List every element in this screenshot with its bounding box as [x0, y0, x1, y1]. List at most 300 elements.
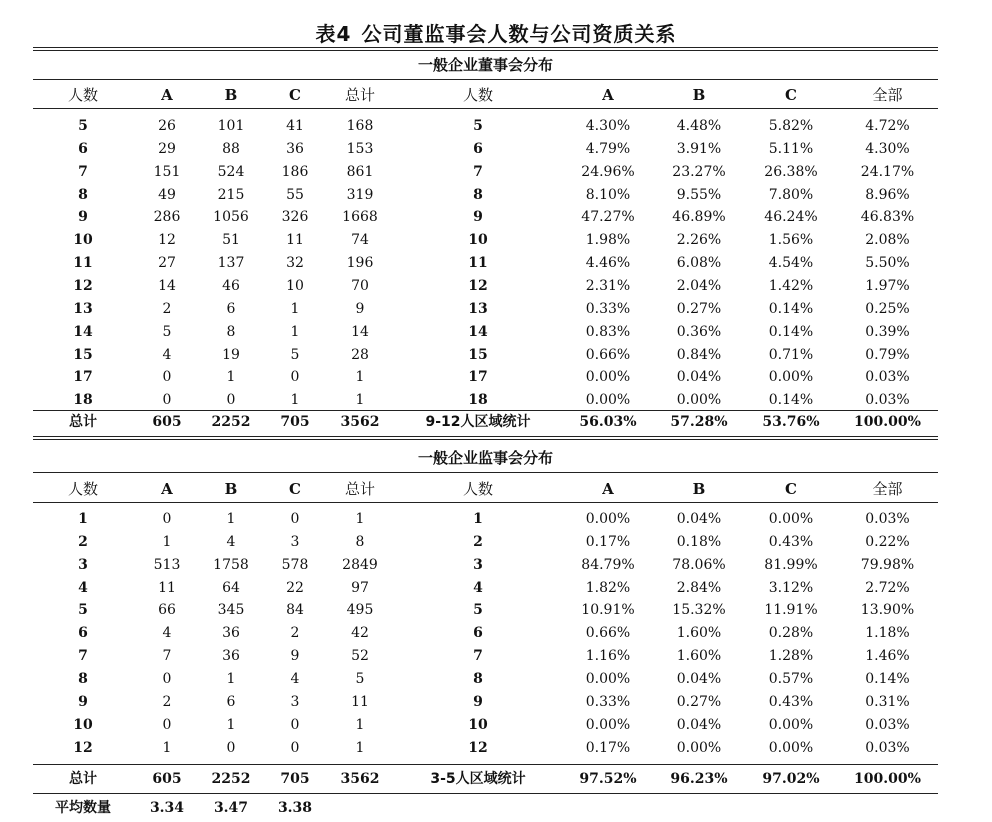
table-cell: 0 — [162, 392, 172, 409]
table-cell: 8 — [355, 533, 365, 550]
table-cell: 0.31% — [865, 693, 910, 710]
column-header: A — [602, 86, 614, 104]
column-header: B — [224, 86, 238, 104]
table-cell: 19 — [222, 346, 240, 363]
average-label: 平均数量 — [55, 800, 111, 816]
table-cell: 1 — [226, 511, 236, 527]
table-cell: 1 — [162, 739, 172, 756]
table-cell: 14 — [468, 323, 488, 340]
table-cell: 24.17% — [860, 163, 915, 180]
table-cell: 0 — [290, 716, 300, 733]
table-cell: 29 — [158, 140, 176, 157]
table-cell: 8 — [473, 186, 483, 203]
table-cell: 3 — [290, 533, 300, 550]
table-cell: 861 — [346, 163, 374, 180]
table-cell: 0.25% — [865, 300, 910, 317]
table-cell: 10.91% — [581, 602, 635, 619]
table-cell: 4.46% — [585, 255, 631, 272]
supervisory-total-rule — [33, 764, 938, 765]
bottom-rule — [33, 793, 938, 794]
table-cell: 0.03% — [865, 369, 910, 386]
table-cell: 100.00% — [854, 414, 921, 430]
table-cell: 12 — [158, 232, 176, 249]
table-row — [33, 138, 938, 160]
table-cell: 1.16% — [585, 648, 631, 665]
table-cell: 70 — [351, 277, 369, 294]
table-cell: 96.23% — [670, 771, 728, 787]
table-cell: 14 — [158, 277, 176, 294]
table-cell: 1.28% — [768, 648, 814, 665]
table-row — [33, 366, 938, 388]
table-cell: 11.91% — [764, 602, 818, 619]
table-cell: 5 — [290, 346, 300, 363]
table-cell: 3.91% — [676, 140, 722, 157]
table-row — [33, 714, 938, 736]
column-header: A — [602, 480, 614, 498]
table-cell: 1.82% — [585, 579, 631, 596]
table-cell: 4.48% — [676, 118, 722, 134]
board-section-title: 一般企业董事会分布 — [417, 56, 553, 74]
column-header: C — [785, 86, 797, 104]
table-cell: 0.57% — [768, 670, 814, 687]
table-cell: 10 — [468, 716, 488, 733]
table-cell: 10 — [468, 232, 488, 249]
table-row — [33, 252, 938, 274]
table-cell: 9 — [78, 209, 88, 226]
table-title — [0, 18, 992, 47]
table-cell: 总计 — [69, 771, 97, 787]
table-cell: 1.46% — [865, 648, 910, 665]
table-cell: 0.00% — [585, 392, 631, 409]
average-row — [33, 797, 363, 819]
table-cell: 0.33% — [585, 300, 631, 317]
table-cell: 12 — [73, 277, 93, 294]
column-header: 全部 — [872, 86, 903, 104]
table-cell: 705 — [280, 414, 310, 430]
table-cell: 5 — [162, 323, 172, 340]
column-header: 人数 — [462, 86, 493, 104]
table-cell: 3 — [473, 556, 483, 573]
top-rule-1 — [33, 47, 938, 48]
table-cell: 81.99% — [764, 556, 818, 573]
table-cell: 3562 — [340, 771, 380, 787]
table-cell: 0.14% — [865, 670, 910, 687]
table-row — [33, 645, 938, 667]
table-row — [33, 577, 938, 599]
table-cell: 0.00% — [768, 511, 814, 527]
table-cell: 53.76% — [762, 414, 820, 430]
table-cell: 13.90% — [860, 602, 915, 619]
table-cell: 513 — [153, 556, 181, 573]
table-cell: 0 — [162, 716, 172, 733]
table-cell: 1 — [290, 300, 300, 317]
table-cell: 4 — [162, 625, 172, 642]
table-cell: 1 — [355, 511, 365, 527]
table-caption: 公司董监事会人数与公司资质关系 — [361, 22, 677, 46]
table-cell: 0.00% — [676, 739, 722, 756]
table-cell: 2 — [78, 533, 88, 550]
table-cell: 10 — [286, 277, 304, 294]
supervisory-header-rule — [33, 502, 938, 503]
table-cell: 0.04% — [676, 716, 722, 733]
table-cell: 42 — [351, 625, 369, 642]
table-cell: 0.04% — [676, 369, 722, 386]
table-cell: 46.24% — [764, 209, 818, 226]
table-cell: 0.83% — [585, 323, 631, 340]
table-cell: 153 — [346, 140, 374, 157]
table-cell: 286 — [153, 209, 181, 226]
table-cell: 52 — [351, 648, 369, 665]
table-cell: 8.10% — [585, 186, 631, 203]
table-cell: 0.14% — [768, 392, 814, 409]
header-row — [33, 84, 938, 106]
table-row — [33, 184, 938, 206]
table-cell: 46 — [222, 277, 240, 294]
table-cell: 0.43% — [768, 693, 814, 710]
table-cell: 1 — [355, 369, 365, 386]
table-cell: 9-12人区域统计 — [425, 414, 531, 430]
table-cell: 2 — [162, 693, 172, 710]
table-cell: 100.00% — [854, 771, 921, 787]
table-cell: 46.89% — [672, 209, 726, 226]
table-cell: 4 — [162, 346, 172, 363]
table-cell: 0.27% — [676, 300, 722, 317]
table-cell: 9 — [78, 693, 88, 710]
table-cell: 0 — [226, 739, 236, 756]
table-cell: 1 — [290, 392, 300, 409]
table-cell: 1668 — [342, 209, 378, 226]
table-cell: 78.06% — [672, 556, 726, 573]
table-cell: 0.00% — [585, 716, 631, 733]
table-cell: 0 — [162, 369, 172, 386]
table-cell: 578 — [281, 556, 309, 573]
column-header: B — [224, 480, 238, 498]
table-cell: 5.11% — [768, 140, 814, 157]
table-cell: 1 — [226, 369, 236, 386]
table-cell: 0.03% — [865, 392, 910, 409]
table-cell: 36 — [286, 140, 304, 157]
table-cell: 3.12% — [768, 579, 814, 596]
table-cell: 6 — [473, 140, 483, 157]
table-cell: 0.39% — [865, 323, 910, 340]
table-cell: 97.02% — [762, 771, 820, 787]
table-row — [33, 668, 938, 690]
table-cell: 18 — [468, 392, 488, 409]
table-cell: 0.18% — [676, 533, 722, 550]
column-header: B — [692, 86, 706, 104]
header-row — [33, 478, 938, 500]
table-cell: 84 — [286, 602, 304, 619]
table-cell: 46.83% — [860, 209, 915, 226]
table-cell: 0.33% — [585, 693, 631, 710]
table-cell: 6 — [226, 693, 236, 710]
table-cell: 10 — [73, 232, 93, 249]
table-cell: 4.30% — [585, 118, 631, 134]
table-cell: 64 — [222, 579, 240, 596]
table-cell: 0 — [162, 670, 172, 687]
table-cell: 5 — [78, 118, 88, 134]
table-cell: 4.54% — [768, 255, 814, 272]
table-cell: 2252 — [211, 414, 251, 430]
table-cell: 215 — [217, 186, 245, 203]
table-number: 表4 — [315, 22, 352, 46]
table-cell: 9 — [355, 300, 365, 317]
table-cell: 6 — [78, 140, 88, 157]
table-cell: 524 — [217, 163, 245, 180]
table-cell: 88 — [222, 140, 240, 157]
table-cell: 1.97% — [865, 277, 910, 294]
column-header: C — [785, 480, 797, 498]
column-header: C — [289, 480, 301, 498]
table-cell: 495 — [346, 602, 374, 619]
table-cell: 5.50% — [865, 255, 910, 272]
table-cell: 8 — [78, 670, 88, 687]
average-value: 3.38 — [277, 800, 313, 816]
table-cell: 2.26% — [676, 232, 722, 249]
table-cell: 0.03% — [865, 511, 910, 527]
table-cell: 3 — [290, 693, 300, 710]
table-row — [33, 622, 938, 644]
table-cell: 7 — [78, 648, 88, 665]
table-cell: 24.96% — [581, 163, 635, 180]
table-cell: 6 — [78, 625, 88, 642]
table-row — [33, 554, 938, 576]
table-row — [33, 229, 938, 251]
table-cell: 0.84% — [676, 346, 722, 363]
table-cell: 2252 — [211, 771, 251, 787]
table-cell: 0.00% — [585, 670, 631, 687]
table-cell: 0 — [162, 511, 172, 527]
table-cell: 1.18% — [865, 625, 910, 642]
table-cell: 168 — [346, 118, 374, 134]
table-cell: 0.66% — [585, 625, 631, 642]
table-row — [33, 275, 938, 297]
table-cell: 0.79% — [865, 346, 910, 363]
table-cell: 0.04% — [676, 670, 722, 687]
table-row — [33, 691, 938, 713]
table-cell: 17 — [73, 369, 93, 386]
table-cell: 8 — [473, 670, 483, 687]
table-cell: 41 — [286, 118, 304, 134]
table-row — [33, 389, 938, 411]
table-cell: 186 — [281, 163, 309, 180]
supervisory-section-rule — [33, 472, 938, 473]
table-cell: 8.96% — [865, 186, 910, 203]
table-cell: 319 — [346, 186, 374, 203]
table-row — [33, 737, 938, 759]
total-row — [33, 768, 938, 790]
table-cell: 4.72% — [865, 118, 910, 134]
table-row — [33, 298, 938, 320]
table-cell: 74 — [351, 232, 369, 249]
supervisory-section-title: 一般企业监事会分布 — [417, 449, 553, 467]
table-cell: 11 — [158, 579, 176, 596]
table-cell: 1 — [226, 670, 236, 687]
table-cell: 1 — [355, 716, 365, 733]
table-cell: 0.00% — [768, 369, 814, 386]
table-cell: 9 — [473, 693, 483, 710]
table-cell: 9.55% — [676, 186, 722, 203]
board-header-rule — [33, 108, 938, 109]
top-rule-2 — [33, 50, 938, 51]
table-cell: 84.79% — [581, 556, 635, 573]
column-header: 总计 — [344, 86, 375, 104]
table-cell: 5.82% — [768, 118, 814, 134]
table-cell: 5 — [355, 670, 365, 687]
column-header: 人数 — [67, 480, 98, 498]
table-cell: 5 — [473, 602, 483, 619]
table-cell: 0.17% — [585, 739, 631, 756]
table-row — [33, 599, 938, 621]
table-cell: 0.22% — [865, 533, 910, 550]
table-cell: 0.14% — [768, 300, 814, 317]
table-cell: 13 — [73, 300, 93, 317]
table-cell: 345 — [217, 602, 245, 619]
table-cell: 0.27% — [676, 693, 722, 710]
table-cell: 1 — [162, 533, 172, 550]
table-cell: 137 — [217, 255, 245, 272]
table-cell: 10 — [73, 716, 93, 733]
table-cell: 11 — [286, 232, 304, 249]
table-cell: 1758 — [213, 556, 249, 573]
table-cell: 11 — [351, 693, 369, 710]
table-cell: 14 — [351, 323, 369, 340]
table-row — [33, 344, 938, 366]
table-cell: 0.00% — [585, 511, 631, 527]
table-cell: 2 — [290, 625, 300, 642]
table-cell: 23.27% — [672, 163, 726, 180]
table-cell: 0 — [290, 369, 300, 386]
table-cell: 7 — [78, 163, 88, 180]
table-cell: 26.38% — [764, 163, 818, 180]
table-cell: 15.32% — [672, 602, 726, 619]
column-header: B — [692, 480, 706, 498]
table-cell: 0.03% — [865, 739, 910, 756]
column-header: C — [289, 86, 301, 104]
table-cell: 0.00% — [676, 392, 722, 409]
table-cell: 7 — [473, 163, 483, 180]
table-cell: 6.08% — [676, 255, 722, 272]
table-cell: 1.98% — [585, 232, 631, 249]
table-cell: 2 — [473, 533, 483, 550]
table-cell: 66 — [158, 602, 176, 619]
table-cell: 79.98% — [860, 556, 915, 573]
table-cell: 0.04% — [676, 511, 722, 527]
table-cell: 14 — [73, 323, 93, 340]
table-cell: 4 — [226, 533, 236, 550]
table-cell: 0.17% — [585, 533, 631, 550]
table-cell: 9 — [473, 209, 483, 226]
table-row — [33, 531, 938, 553]
table-cell: 0.03% — [865, 716, 910, 733]
table-cell: 3-5人区域统计 — [430, 771, 526, 787]
table-cell: 0.36% — [676, 323, 722, 340]
total-row — [33, 411, 938, 433]
table-cell: 5 — [473, 118, 483, 134]
table-cell: 1 — [355, 739, 365, 756]
table-cell: 2.72% — [865, 579, 910, 596]
table-cell: 0.66% — [585, 346, 631, 363]
table-cell: 7.80% — [768, 186, 814, 203]
table-cell: 1 — [226, 716, 236, 733]
table-cell: 0.00% — [768, 716, 814, 733]
table-cell: 0.14% — [768, 323, 814, 340]
table-cell: 705 — [280, 771, 310, 787]
table-cell: 36 — [222, 625, 240, 642]
table-row — [33, 115, 938, 137]
table-cell: 1 — [355, 392, 365, 409]
section-divider-rule-1 — [33, 436, 938, 437]
table-cell: 57.28% — [670, 414, 728, 430]
table-cell: 8 — [78, 186, 88, 203]
table-cell: 49 — [158, 186, 176, 203]
table-cell: 3 — [78, 556, 88, 573]
table-cell: 1.60% — [676, 648, 722, 665]
table-cell: 4 — [473, 579, 483, 596]
table-cell: 2 — [162, 300, 172, 317]
table-cell: 32 — [286, 255, 304, 272]
table-cell: 12 — [468, 277, 488, 294]
table-cell: 97.52% — [579, 771, 637, 787]
section-divider-rule-2 — [33, 439, 938, 440]
table-cell: 55 — [286, 186, 304, 203]
table-cell: 1 — [78, 511, 88, 527]
table-row — [33, 161, 938, 183]
table-cell: 605 — [152, 771, 182, 787]
column-header: A — [161, 86, 173, 104]
table-cell: 151 — [153, 163, 181, 180]
table-cell: 6 — [473, 625, 483, 642]
table-cell: 1.56% — [768, 232, 814, 249]
table-cell: 1 — [473, 511, 483, 527]
table-cell: 2.08% — [865, 232, 910, 249]
table-cell: 2.04% — [676, 277, 722, 294]
table-cell: 17 — [468, 369, 488, 386]
table-cell: 0.43% — [768, 533, 814, 550]
table-cell: 9 — [290, 648, 300, 665]
table-cell: 97 — [351, 579, 369, 596]
table-cell: 101 — [217, 118, 245, 134]
table-cell: 2.31% — [585, 277, 631, 294]
table-cell: 6 — [226, 300, 236, 317]
table-cell: 0.00% — [585, 369, 631, 386]
table-cell: 56.03% — [579, 414, 637, 430]
table-cell: 51 — [222, 232, 240, 249]
table-cell: 12 — [468, 739, 488, 756]
board-section-rule — [33, 79, 938, 80]
table-cell: 11 — [73, 255, 93, 272]
table-cell: 5 — [78, 602, 88, 619]
table-cell: 1056 — [213, 209, 249, 226]
table-cell: 12 — [73, 739, 93, 756]
table-cell: 4 — [78, 579, 88, 596]
column-header: 总计 — [344, 480, 375, 498]
table-cell: 7 — [473, 648, 483, 665]
table-cell: 0.00% — [768, 739, 814, 756]
table-cell: 4.79% — [585, 140, 631, 157]
table-cell: 15 — [468, 346, 488, 363]
table-cell: 4.30% — [865, 140, 910, 157]
table-cell: 1 — [290, 323, 300, 340]
table-cell: 8 — [226, 323, 236, 340]
table-cell: 28 — [351, 346, 369, 363]
table-cell: 18 — [73, 392, 93, 409]
column-header: 全部 — [872, 480, 903, 498]
table-cell: 2.84% — [676, 579, 722, 596]
table-cell: 22 — [286, 579, 304, 596]
table-cell: 0.28% — [768, 625, 814, 642]
table-cell: 11 — [468, 255, 488, 272]
